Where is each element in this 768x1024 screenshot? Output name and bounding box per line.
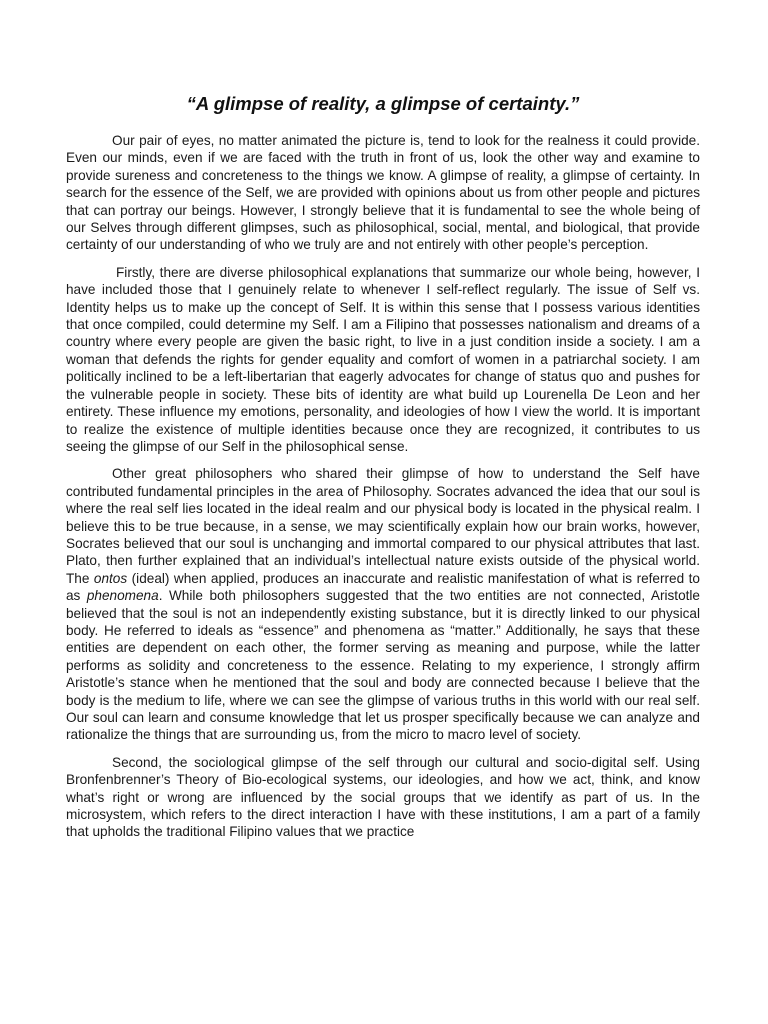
document-page: [66, 92, 700, 841]
document-title: “A glimpse of reality, a glimpse of certainty.”: [186, 93, 580, 114]
term-ontos: ontos: [93, 570, 128, 586]
paragraph-philosophers-part1: Other great philosophers who shared their glimpse of how to understand the Self have contributed fundamental principles in the area of Philosophy. Socrates advanced the idea that our soul is where the real self lies located in the ideal realm and our physical body is located in the physical realm. I believe this to be true because, in a sense, we may scientifically explain how our brain works, however, Socrates believed that our soul is unchanging and immortal compared to our physical attributes that last. Plato, then further explained that an individual’s intellectual nature exists outside of the physical world. The: [66, 466, 700, 586]
paragraph-philosophers: [66, 465, 700, 744]
paragraph-philosophers-part2: (ideal) when applied, produces an inaccurate and realistic manifestation of what is referred to as: [66, 570, 700, 604]
paragraph-sociological: Second, the sociological glimpse of the self through our cultural and socio-digital self. Using Bronfenbrenner’s Theory of Bio-ecological systems, our ideologies, and how we act, think, and know what’s right or wrong are influenced by the social groups that we identify as part of us. In the microsystem, which refers to the direct interaction I have with these institutions, I am a part of a family that upholds the traditional Filipino values that we practice: [66, 754, 700, 840]
paragraph-philosophical-identity: Firstly, there are diverse philosophical explanations that summarize our whole being, however, I have included those that I genuinely relate to whenever I self-reflect regularly. The issue of Self vs. Identity helps us to make up the concept of Self. It is within this sense that I possess various identities that once compiled, could determine my Self. I am a Filipino that possesses nationalism and dreams of a country where every people are given the basic right, to live in a just condition inside a society. I am a woman that defends the rights for gender equality and comfort of women in a patriarchal society. I am politically inclined to be a left-libertarian that eagerly advocates for change of status quo and pushes for the vulnerable people in society. These bits of identity are what build up Lourenella De Leon and her entirety. These influence my emotions, personality, and ideologies of how I view the world. It is important to realize the existence of multiple identities because once they are recognized, it contributes to us seeing the glimpse of our Self in the philosophical sense.: [66, 264, 700, 454]
paragraph-intro: Our pair of eyes, no matter animated the picture is, tend to look for the realness it could provide. Even our minds, even if we are faced with the truth in front of us, look the other way and examine to provide sureness and concreteness to the things we know. A glimpse of reality, a glimpse of certainty. In search for the essence of the Self, we are provided with opinions about us from other people and pictures that can portray our beings. However, I strongly believe that it is fundamental to see the whole being of our Selves through different glimpses, such as philosophical, social, mental, and biological, that provide certainty of our understanding of who we truly are and not entirely with other people’s perception.: [66, 133, 700, 253]
term-phenomena: phenomena: [86, 588, 159, 604]
paragraph-philosophers-part3: . While both philosophers suggested that the two entities are not connected, Aristotle believed that the soul is not an independently existing substance, but it is directly linked to our physical body. He referred to ideals as “essence” and phenomena as “matter.” Additionally, he says that these entities are dependent on each other, the former serving as meaning and purpose, while the latter performs as solidity and concreteness to the essence. Relating to my experience, I strongly affirm Aristotle’s stance when he mentioned that the soul and body are connected because I believe that the body is the medium to life, where we can see the glimpse of various truths in this world with our real self. Our soul can learn and consume knowledge that let us prosper specifically because we can analyze and rationalize the things that are surrounding us, from the micro to macro level of society.: [66, 588, 700, 743]
